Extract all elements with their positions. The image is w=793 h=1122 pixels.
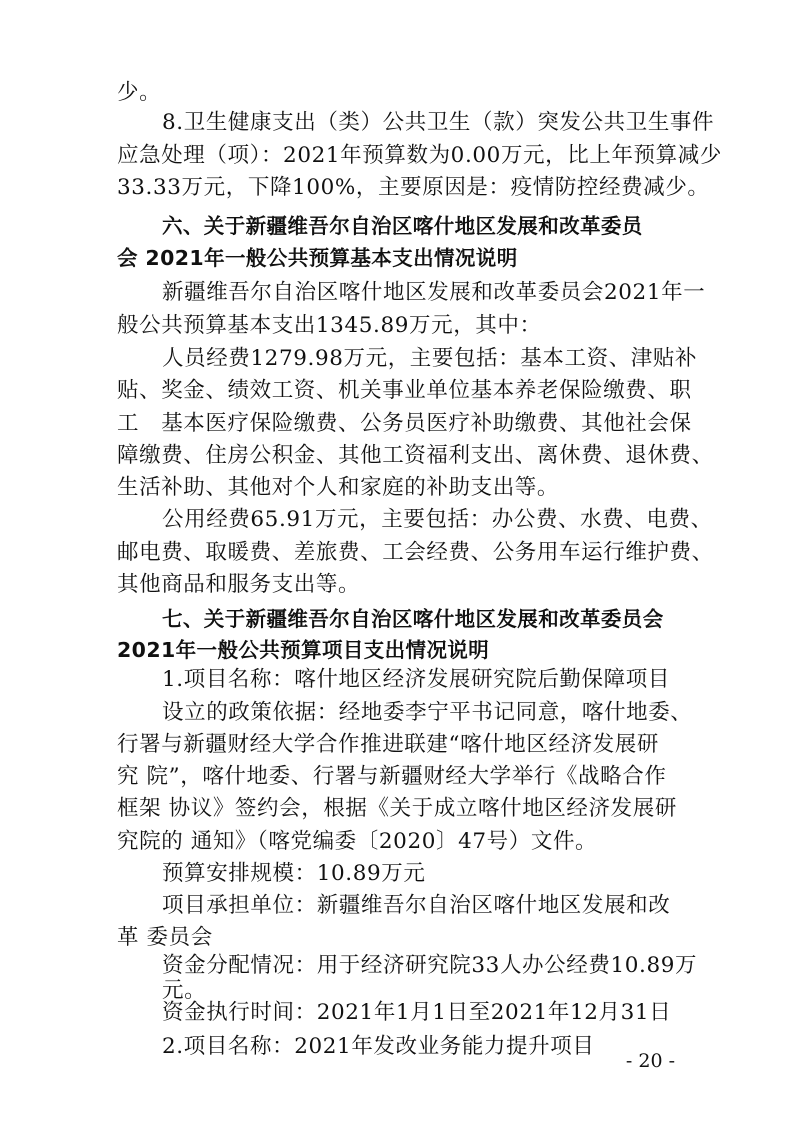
- body-text-line: 贴、奖金、绩效工资、机关事业单位基本养老保险缴费、职: [117, 378, 692, 403]
- body-text-line: 项目承担单位：新疆维吾尔自治区喀什地区发展和改: [162, 893, 671, 918]
- body-text-line: 33.33万元，下降100%，主要原因是：疫情防控经费减少。: [117, 175, 710, 200]
- body-text-line: 8.卫生健康支出（类）公共卫生（款）突发公共卫生事件: [162, 110, 715, 135]
- body-text-line: 设立的政策依据：经地委李宁平书记同意，喀什地委、: [162, 700, 693, 725]
- body-text-line: 般公共预算基本支出1345.89万元，其中：: [117, 313, 542, 338]
- body-text-line: 邮电费、取暖费、差旅费、工会经费、公务用车运行维护费、: [117, 540, 714, 565]
- body-text-line: 其他商品和服务支出等。: [117, 572, 361, 597]
- body-text-line: 资金执行时间：2021年1月1日至2021年12月31日: [162, 1000, 672, 1025]
- body-text-line: 究 院”，喀什地委、行署与新疆财经大学举行《战略合作: [117, 764, 667, 789]
- body-text-line: 预算安排规模：10.89万元: [162, 861, 426, 886]
- body-text-line: 少。: [117, 80, 162, 105]
- body-text-line: 工 基本医疗保险缴费、公务员医疗补助缴费、其他社会保: [117, 411, 692, 436]
- body-text-line: 新疆维吾尔自治区喀什地区发展和改革委员会2021年一: [162, 280, 706, 305]
- body-text-line: 究院的 通知》（喀党编委〔2020〕47号）文件。: [117, 829, 598, 854]
- body-text-line: 2.项目名称：2021年发改业务能力提升项目: [162, 1034, 595, 1059]
- page-number: - 20 -: [625, 1050, 675, 1072]
- body-text-line: 元。: [162, 978, 207, 1003]
- body-text-line: 资金分配情况：用于经济研究院33人办公经费10.89万: [162, 953, 698, 978]
- body-text-line: 人员经费1279.98万元，主要包括：基本工资、津贴补: [162, 346, 698, 371]
- body-text-line: 1.项目名称：喀什地区经济发展研究院后勤保障项目: [162, 667, 670, 692]
- body-text-line: 框架 协议》签约会，根据《关于成立喀什地区经济发展研: [117, 796, 677, 821]
- body-text-line: 障缴费、住房公积金、其他工资福利支出、离休费、退休费、: [117, 443, 714, 468]
- body-text-line: 革 委员会: [117, 925, 213, 950]
- section-heading-line: 七、关于新疆维吾尔自治区喀什地区发展和改革委员会: [162, 607, 664, 631]
- body-text-line: 生活补助、其他对个人和家庭的补助支出等。: [117, 475, 560, 500]
- body-text-line: 公用经费65.91万元，主要包括：办公费、水费、电费、: [162, 507, 713, 532]
- section-heading-line: 会 2021年一般公共预算基本支出情况说明: [117, 246, 518, 270]
- body-text-line: 行署与新疆财经大学合作推进联建“喀什地区经济发展研: [117, 732, 659, 757]
- section-heading-line: 2021年一般公共预算项目支出情况说明: [117, 638, 490, 662]
- section-heading-line: 六、关于新疆维吾尔自治区喀什地区发展和改革委员: [162, 214, 643, 238]
- body-text-line: 应急处理（项）：2021年预算数为0.00万元，比上年预算减少: [117, 143, 722, 168]
